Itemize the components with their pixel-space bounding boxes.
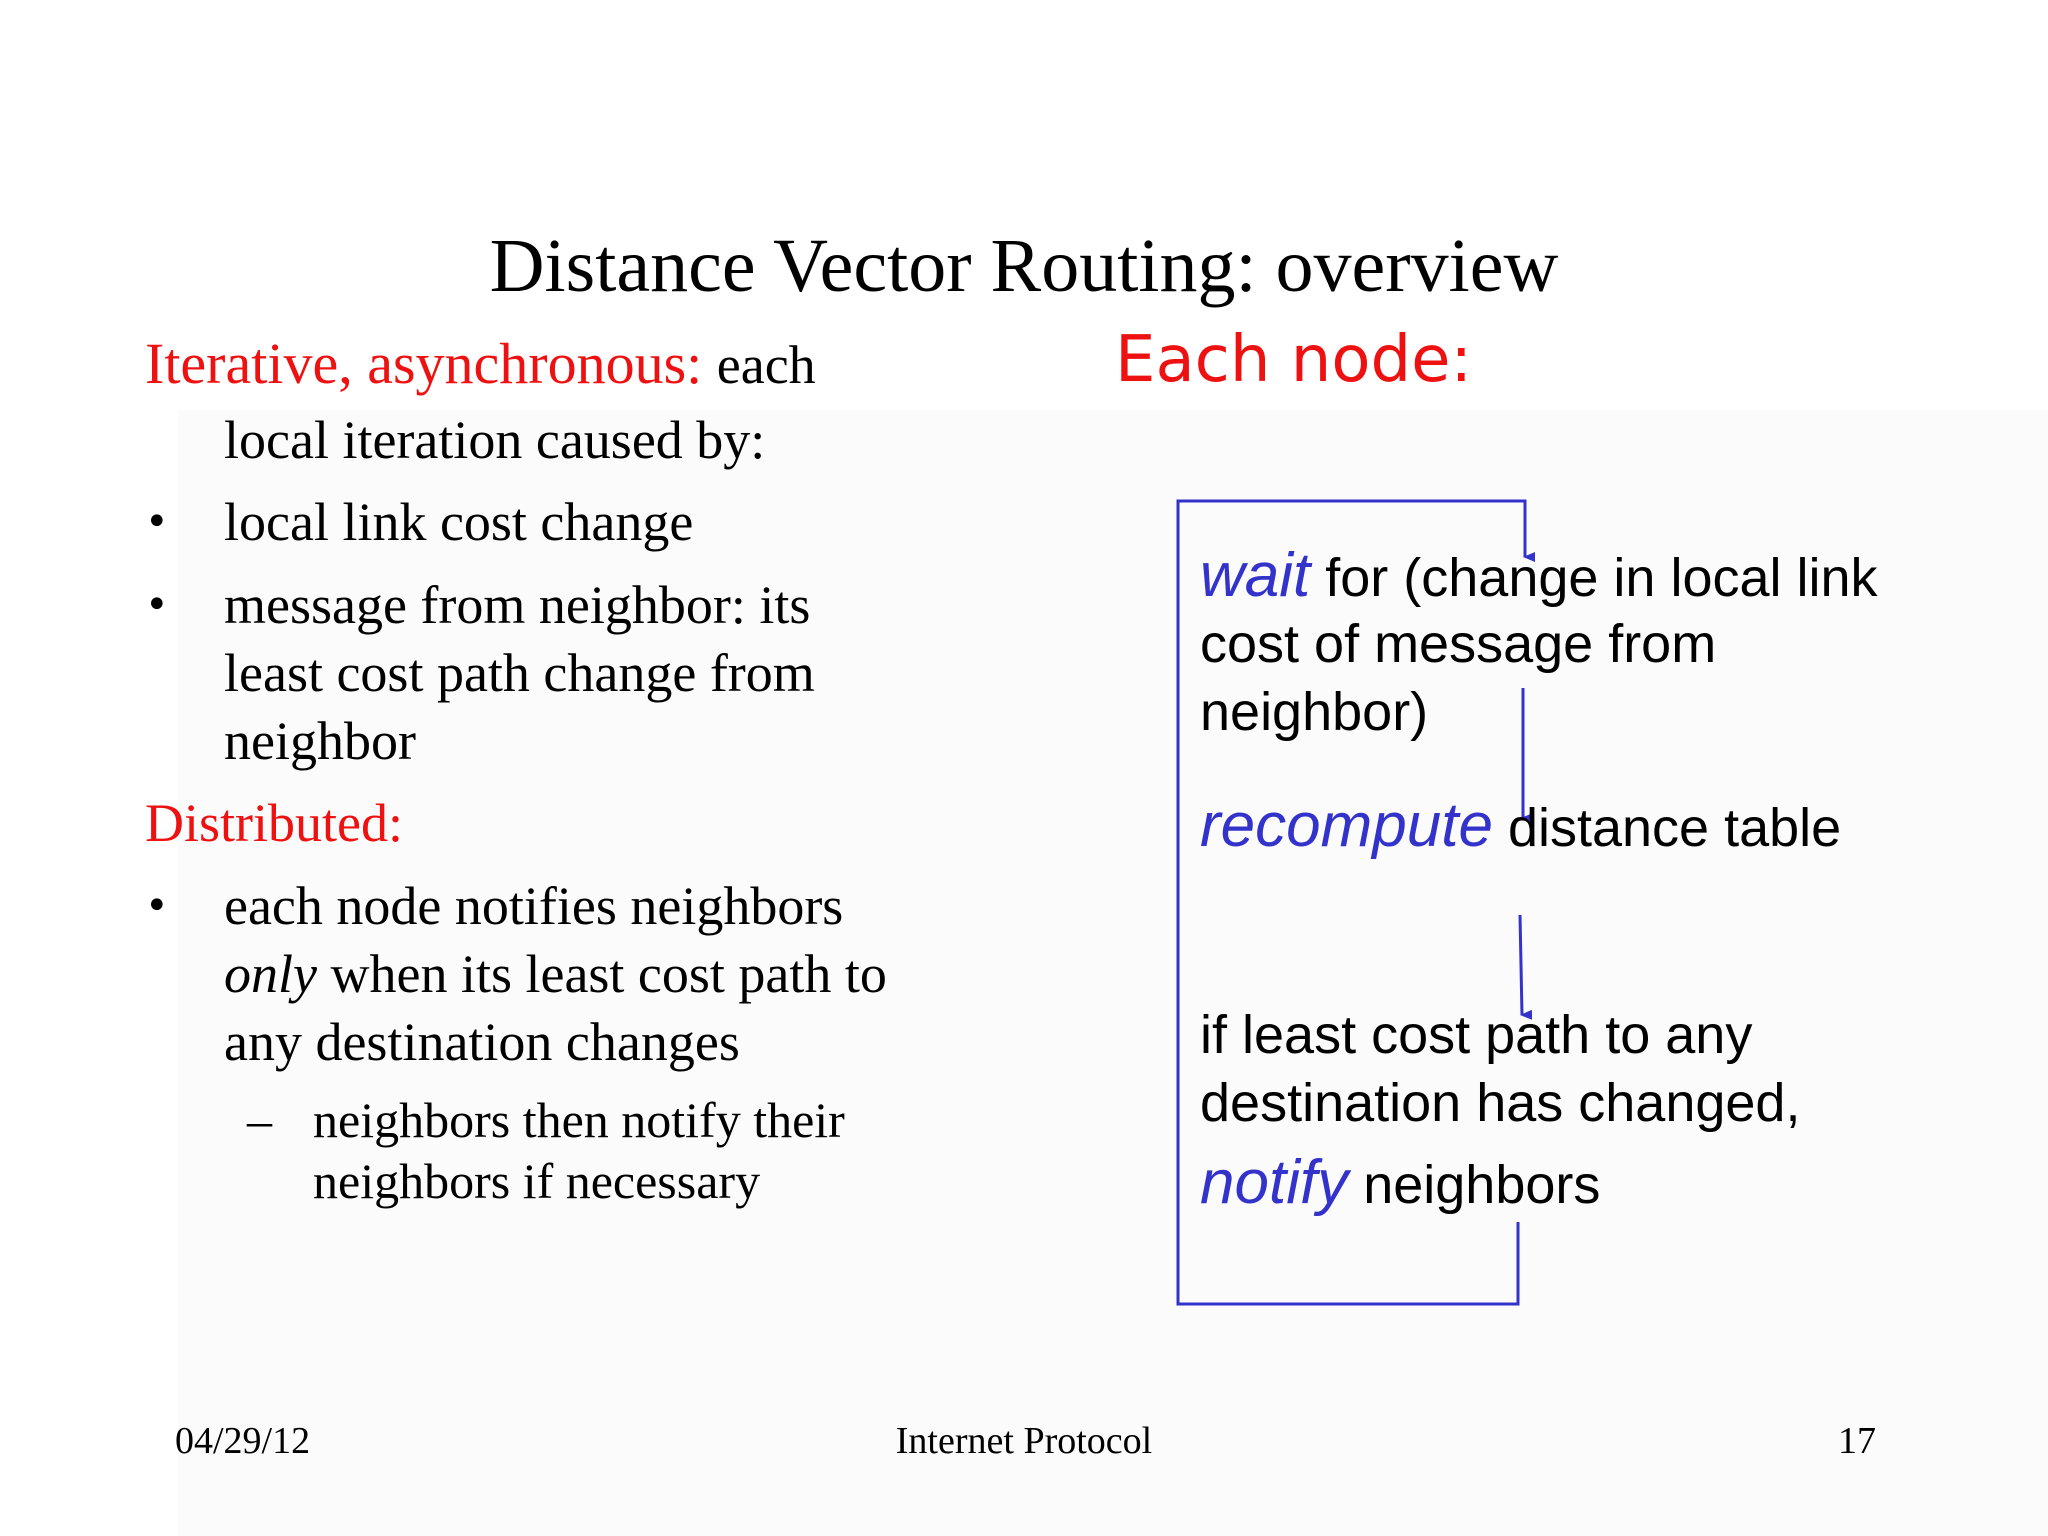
footer-date: 04/29/12 [175, 1420, 311, 1462]
wait-line3: neighbor) [1200, 682, 1429, 742]
distributed-label: Distributed: [145, 793, 403, 853]
wait-line2: cost of message from [1200, 614, 1717, 674]
each-node-heading: Each node: [1115, 323, 1473, 397]
if-line1: if least cost path to any [1200, 1005, 1753, 1065]
if-line2: destination has changed, [1200, 1073, 1801, 1133]
sub-bullet-line1: neighbors then notify their [313, 1092, 845, 1148]
slide-title: Distance Vector Routing: overview [489, 224, 1559, 308]
recompute-rest: distance table [1492, 798, 1842, 858]
bullet-dot: • [145, 499, 169, 545]
recompute-line [1200, 791, 1842, 860]
bullet-dot: • [145, 582, 169, 628]
bullet1-item1: local link cost change [224, 492, 694, 552]
notify-line [1200, 1148, 1601, 1217]
bullet-dot: • [145, 883, 169, 929]
intro-continuation: local iteration caused by: [224, 410, 766, 470]
wait-line1 [1200, 541, 1878, 610]
only-emphasis: only [224, 944, 317, 1004]
intro-black-text: each [716, 335, 816, 395]
arrow-recompute-to-if [1520, 915, 1522, 1015]
notify-keyword: notify [1200, 1148, 1349, 1217]
bullet1-item2-line3: neighbor [224, 711, 416, 771]
footer-title: Internet Protocol [895, 1420, 1153, 1462]
bullet1-item2-line2: least cost path change from [224, 643, 815, 703]
footer-page-number: 17 [1838, 1420, 1876, 1462]
bullet2-line1: each node notifies neighbors [224, 876, 844, 936]
bullet1-item2-line1: message from neighbor: its [224, 575, 811, 635]
notify-rest: neighbors [1348, 1155, 1601, 1215]
sub-bullet-line2: neighbors if necessary [313, 1153, 761, 1209]
wait-rest: for (change in local link [1310, 548, 1878, 608]
bullet2-line3: any destination changes [224, 1012, 740, 1072]
recompute-keyword: recompute [1200, 791, 1493, 860]
sub-bullet-dash: – [247, 1092, 272, 1148]
bullet2-line2-rest: when its least cost path to [316, 944, 887, 1004]
wait-keyword: wait [1200, 541, 1311, 610]
intro-red-text: Iterative, asynchronous: [145, 331, 703, 396]
